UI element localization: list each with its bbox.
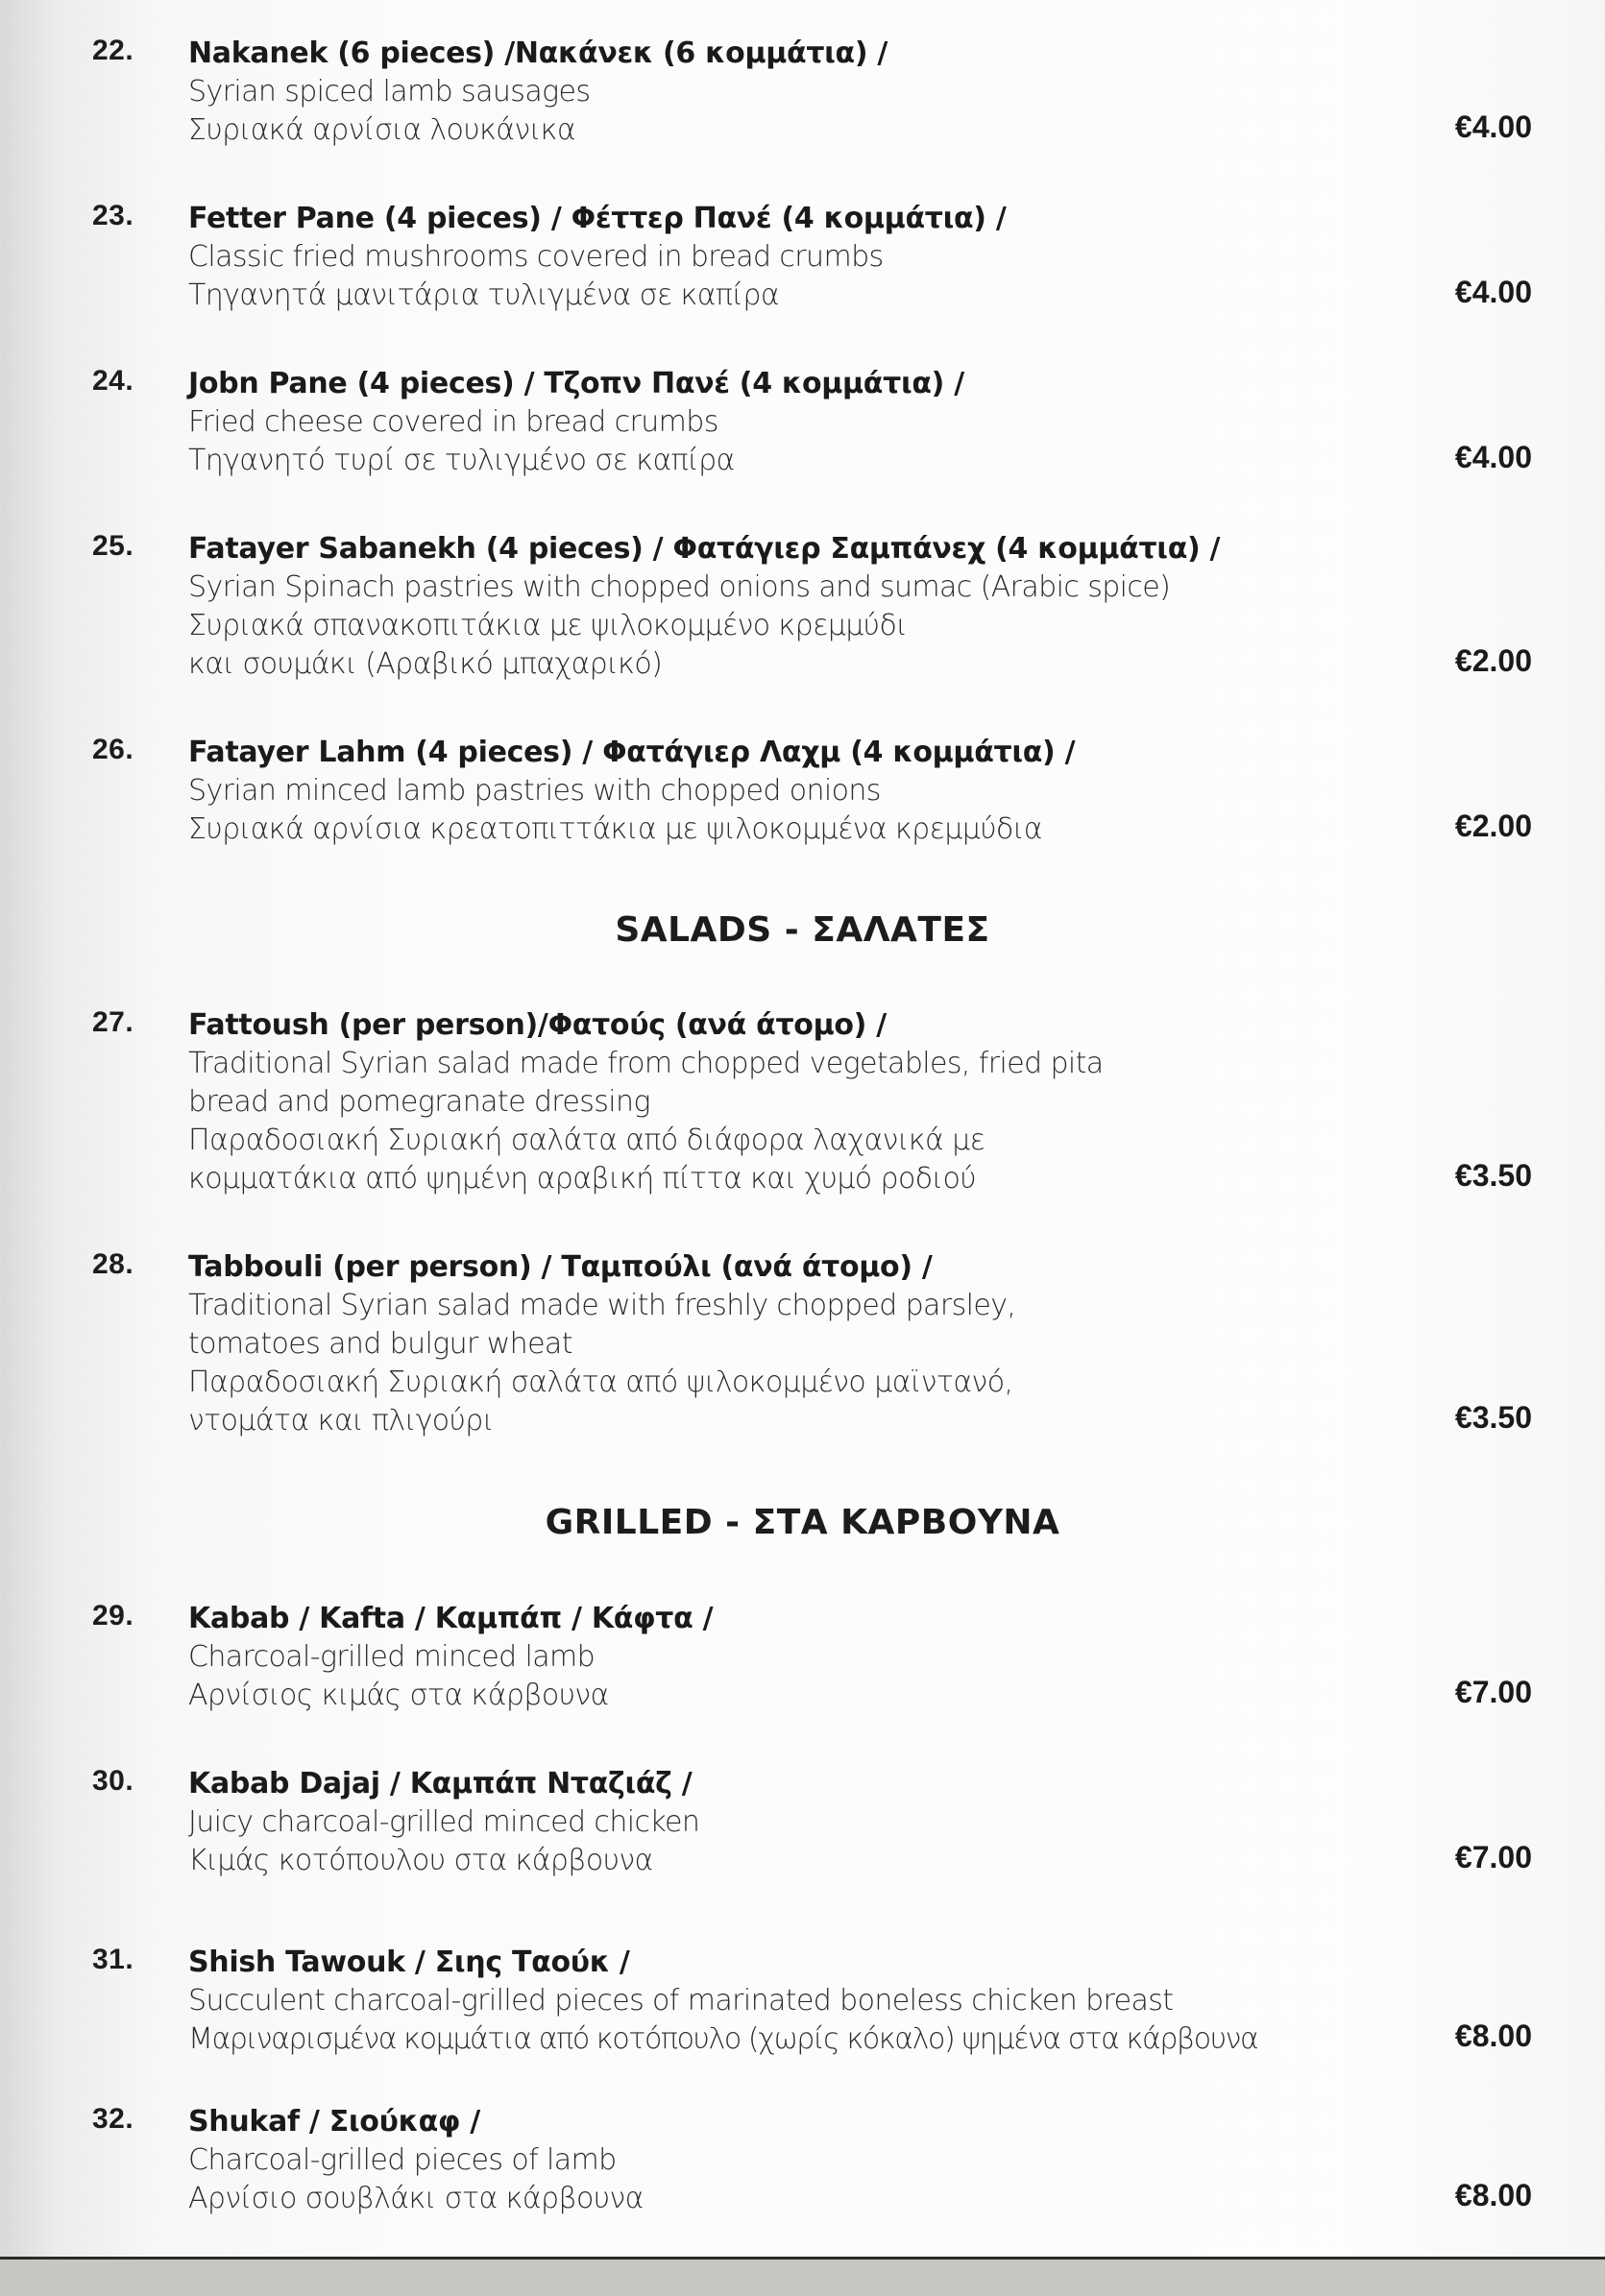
item-description-en: Charcoal-grilled minced lamb [188,1640,596,1674]
item-number: 29. [92,1600,134,1631]
item-description-el: Συριακά αρνίσια κρεατοπιττάκια με ψιλοκομμένα κρεμμύδια [188,812,1042,846]
item-price: €4.00 [1454,440,1532,474]
item-description-en: Traditional Syrian salad made from chopped vegetables, fried pita [188,1047,1104,1080]
item-description-el: Αρνίσιο σουβλάκι στα κάρβουνα [188,2182,644,2215]
item-number: 22. [92,35,134,66]
item-price: €2.00 [1454,643,1532,678]
section-heading-grilled: GRILLED - ΣΤΑ ΚΑΡΒΟΥΝΑ [545,1503,1060,1542]
item-description-el: Παραδοσιακή Συριακή σαλάτα από ψιλοκομμένο μαϊντανό, [188,1366,1013,1399]
item-title: Shish Tawouk / Σιης Ταούκ / [188,1946,630,1979]
item-title: Kabab / Kafta / Καμπάπ / Κάφτα / [188,1602,714,1635]
item-number: 24. [92,365,134,397]
item-title: Fattoush (per person)/Φατούς (ανά άτομο) / [188,1008,887,1042]
item-number: 32. [92,2103,134,2135]
item-description-en: Succulent charcoal-grilled pieces of marinated boneless chicken breast [188,1984,1174,2018]
item-number: 26. [92,734,134,765]
item-price: €4.00 [1454,109,1532,144]
item-description-en: Fried cheese covered in bread crumbs [188,405,718,439]
item-title: Fatayer Sabanekh (4 pieces) / Φατάγιερ Σαμπάνεχ (4 κομμάτια) / [188,532,1221,566]
item-number: 28. [92,1248,134,1280]
item-description-en: bread and pomegranate dressing [188,1085,650,1119]
item-description-el: Κιμάς κοτόπουλου στα κάρβουνα [188,1844,653,1877]
item-price: €8.00 [1454,2018,1532,2053]
item-number: 25. [92,530,134,562]
item-description-el: και σουμάκι (Αραβικό μπαχαρικό) [188,647,663,681]
item-title: Kabab Dajaj / Καμπάπ Νταζιάζ / [188,1767,693,1801]
item-number: 27. [92,1006,134,1038]
item-number: 23. [92,200,134,231]
item-title: Nakanek (6 pieces) /Νακάνεκ (6 κομμάτια) / [188,36,888,70]
item-description-en: Syrian spiced lamb sausages [188,75,591,109]
item-price: €7.00 [1454,1840,1532,1874]
item-description-en: Syrian Spinach pastries with chopped onions and sumac (Arabic spice) [188,570,1171,604]
section-heading-salads: SALADS - ΣΑΛΑΤΕΣ [615,910,990,950]
item-description-el: ντομάτα και πλιγούρι [188,1404,494,1438]
item-price: €3.50 [1454,1400,1532,1435]
item-description-el: Τηγανητό τυρί σε τυλιγμένο σε καπίρα [188,444,735,477]
item-description-en: Juicy charcoal-grilled minced chicken [188,1805,700,1839]
item-title: Tabbouli (per person) / Ταμπούλι (ανά άτομο) / [188,1250,933,1284]
item-description-el: Μαριναρισμένα κομμάτια από κοτόπουλο (χωρίς κόκαλο) ψημένα στα κάρβουνα [188,2022,1258,2056]
item-title: Shukaf / Σιούκαφ / [188,2105,480,2139]
item-price: €2.00 [1454,809,1532,843]
item-price: €3.50 [1454,1158,1532,1193]
item-description-el: Τηγανητά μανιτάρια τυλιγμένα σε καπίρα [188,278,780,312]
item-description-en: Charcoal-grilled pieces of lamb [188,2143,617,2177]
item-price: €8.00 [1454,2178,1532,2212]
item-description-el: Συριακά σπανακοπιτάκια με ψιλοκομμένο κρεμμύδι [188,609,908,642]
item-description-el: κομματάκια από ψημένη αραβική πίττα και χυμό ροδιού [188,1162,976,1196]
item-description-en: Traditional Syrian salad made with freshly chopped parsley, [188,1289,1016,1322]
item-description-el: Παραδοσιακή Συριακή σαλάτα από διάφορα λαχανικά με [188,1124,985,1157]
item-number: 30. [92,1765,134,1797]
item-title: Fetter Pane (4 pieces) / Φέττερ Πανέ (4 κομμάτια) / [188,202,1007,235]
item-description-en: tomatoes and bulgur wheat [188,1327,572,1361]
item-description-en: Syrian minced lamb pastries with chopped onions [188,774,881,808]
scan-bottom-edge [0,2257,1605,2296]
item-number: 31. [92,1944,134,1975]
item-description-el: Συριακά αρνίσια λουκάνικα [188,113,576,147]
item-price: €4.00 [1454,275,1532,309]
item-price: €7.00 [1454,1675,1532,1709]
item-title: Jobn Pane (4 pieces) / Τζοπν Πανέ (4 κομμάτια) / [188,367,964,400]
item-description-el: Αρνίσιος κιμάς στα κάρβουνα [188,1679,609,1712]
item-title: Fatayer Lahm (4 pieces) / Φατάγιερ Λαχμ (4 κομμάτια) / [188,736,1076,769]
item-description-en: Classic fried mushrooms covered in bread crumbs [188,240,884,274]
